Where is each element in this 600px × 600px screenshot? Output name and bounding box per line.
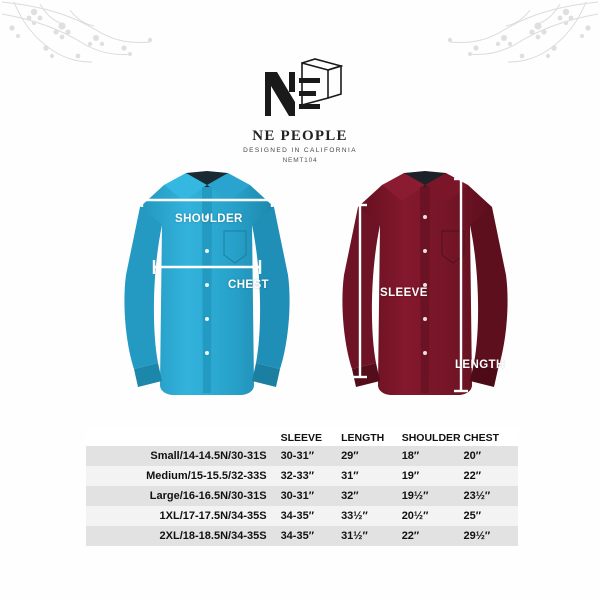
size-chart-table — [86, 428, 518, 546]
table-row — [86, 526, 518, 546]
brand-tagline: DESIGNED IN CALIFORNIA — [243, 147, 357, 154]
cell-shoulder: 19″ — [401, 470, 420, 482]
style-code: NEMT104 — [282, 157, 318, 164]
cell-shoulder: 18″ — [401, 450, 420, 462]
label-shoulder: SHOULDER — [175, 213, 243, 225]
header-chest: CHEST — [463, 428, 518, 446]
cell-size: Large/16-16.5N/30-31S — [149, 490, 267, 502]
cell-size: 1XL/17-17.5N/34-35S — [159, 510, 267, 522]
cell-chest: 25″ — [463, 510, 481, 522]
table-header-row — [86, 428, 518, 446]
header-sleeve: SLEEVE — [281, 428, 342, 446]
brand-name: NE PEOPLE — [252, 128, 348, 144]
brand-block — [0, 58, 600, 164]
cell-length: 33½″ — [341, 510, 368, 522]
burgundy-dress-shirt — [330, 155, 520, 417]
table-row — [86, 506, 518, 526]
cell-shoulder: 22″ — [401, 530, 420, 542]
cell-sleeve: 30-31″ — [280, 490, 314, 502]
header-size — [86, 428, 281, 446]
table-row — [86, 486, 518, 506]
cell-length: 29″ — [341, 450, 359, 462]
cell-chest: 23½″ — [463, 490, 491, 502]
label-length: LENGTH — [455, 359, 505, 371]
cell-size: Medium/15-15.5/32-33S — [146, 470, 267, 482]
table-row — [86, 446, 518, 466]
shirt-illustrations — [0, 155, 600, 420]
cell-size: Small/14-14.5N/30-31S — [150, 450, 267, 462]
table-row — [86, 466, 518, 486]
cell-chest: 29½″ — [463, 530, 491, 542]
header-length: LENGTH — [341, 428, 402, 446]
cell-length: 32″ — [341, 490, 359, 502]
cell-sleeve: 30-31″ — [280, 450, 314, 462]
cell-length: 31½″ — [341, 530, 368, 542]
cell-shoulder: 19½″ — [401, 490, 429, 502]
cell-sleeve: 34-35″ — [280, 530, 314, 542]
label-sleeve: SLEEVE — [380, 287, 428, 299]
cell-chest: 20″ — [463, 450, 481, 462]
label-chest: CHEST — [228, 279, 269, 291]
header-shoulder: SHOULDER — [402, 428, 464, 446]
cell-shoulder: 20½″ — [401, 510, 429, 522]
turquoise-dress-shirt — [112, 155, 302, 417]
cell-chest: 22″ — [463, 470, 481, 482]
cell-length: 31″ — [341, 470, 359, 482]
cell-sleeve: 34-35″ — [280, 510, 314, 522]
ne-cube-logo-icon — [0, 58, 600, 124]
cell-size: 2XL/18-18.5N/34-35S — [159, 530, 267, 542]
cell-sleeve: 32-33″ — [280, 470, 314, 482]
